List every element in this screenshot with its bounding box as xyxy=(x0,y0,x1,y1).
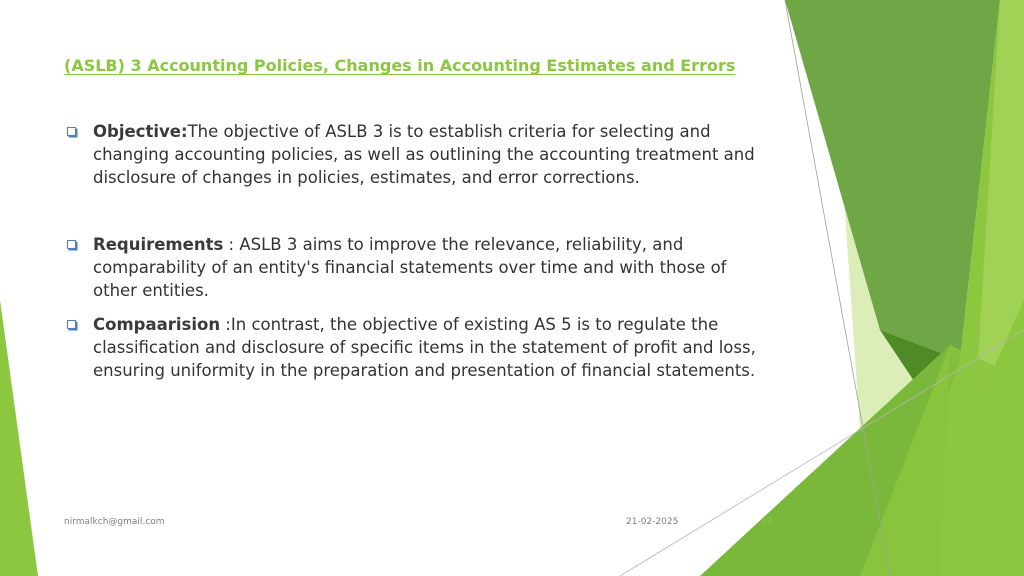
page-number: 12 xyxy=(761,517,773,527)
bullet-term: Objective: xyxy=(93,122,188,141)
bullet-objective xyxy=(64,120,764,189)
bullet-requirements xyxy=(64,233,764,302)
footer-email: nirmalkch@gmail.com xyxy=(64,517,165,527)
bullet-text: The objective of ASLB 3 is to establish criteria for selecting and changing accounting policies, as well as outlining the accounting treatment and disclosure of changes in policies, estimates, and error corrections. xyxy=(93,122,755,187)
square-bullet-icon xyxy=(67,320,76,329)
bullet-text: : ASLB 3 aims to improve the relevance, reliability, and comparability of an entity's financial statements over time and with those of other entities. xyxy=(93,235,727,300)
square-bullet-icon xyxy=(67,127,76,136)
footer-date: 21-02-2025 xyxy=(626,517,679,527)
bullet-term: Compaarision xyxy=(93,315,221,334)
bullet-text: :In contrast, the objective of existing AS 5 is to regulate the classification and disclosure of specific items in the statement of profit and loss, ensuring uniformity in the preparation and presentation of financial statements. xyxy=(93,315,756,380)
bullet-comparison xyxy=(64,313,764,382)
square-bullet-icon xyxy=(67,240,76,249)
slide-title: (ASLB) 3 Accounting Policies, Changes in Accounting Estimates and Errors xyxy=(64,56,736,75)
decor-left-wedge xyxy=(0,300,38,576)
bullet-term: Requirements xyxy=(93,235,224,254)
